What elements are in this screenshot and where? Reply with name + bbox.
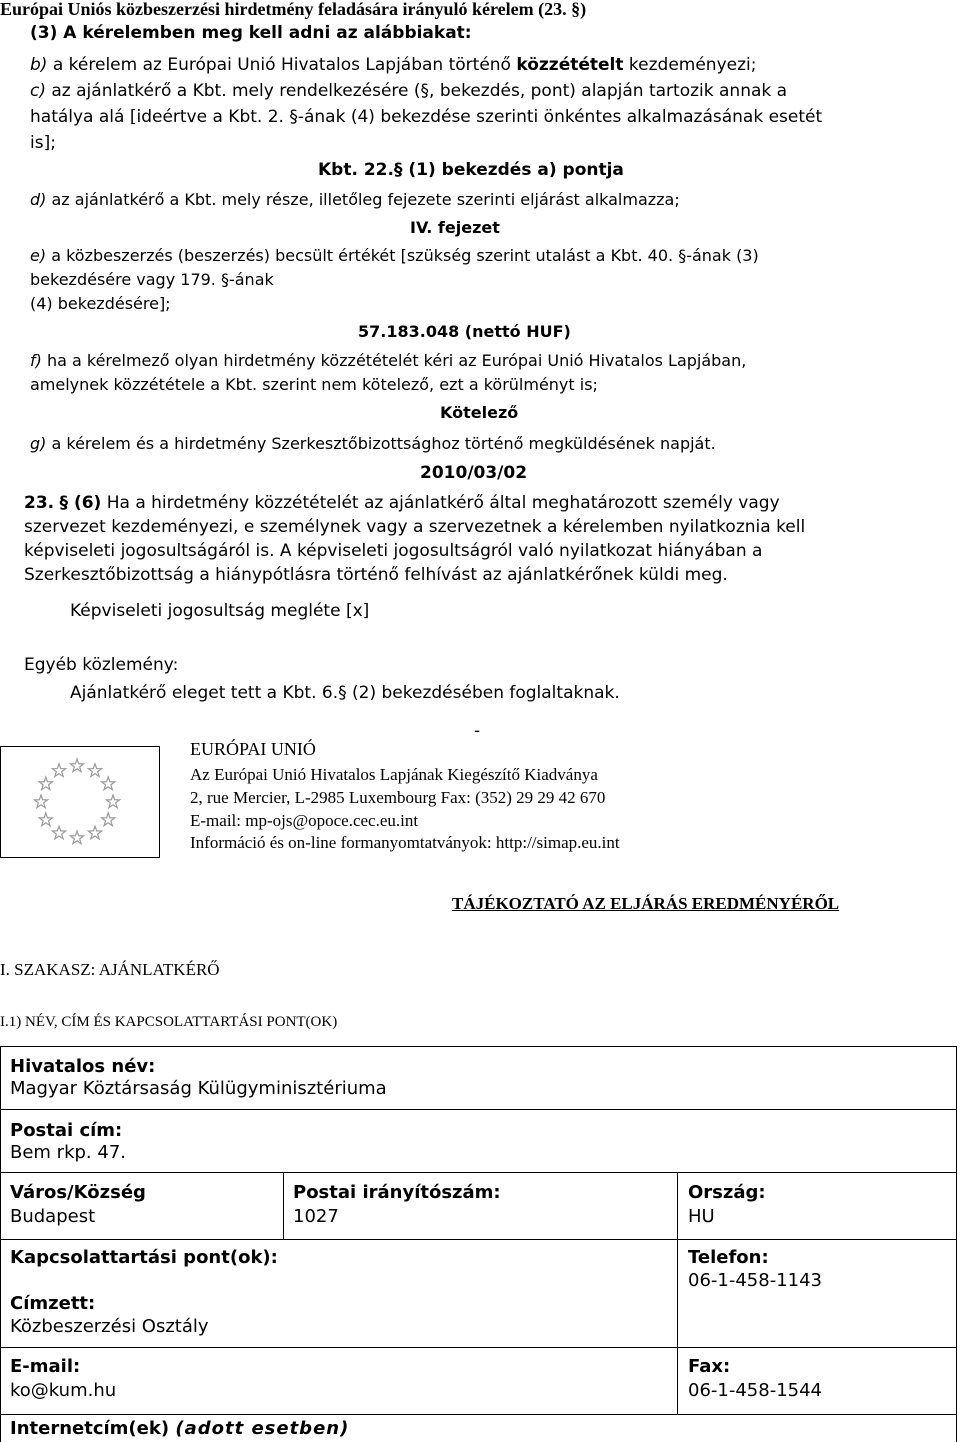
divider: [283, 1172, 284, 1240]
item-d-text: az ajánlatkérő a Kbt. mely része, illetőleg fejezete szerinti eljárást alkalmazza;: [51, 190, 680, 209]
para-23-line1: [24, 492, 780, 514]
star-icon: [52, 826, 65, 839]
email-value: ko@kum.hu: [10, 1380, 117, 1401]
para-23-line3: képviseleti jogosultságáról is. A képviseleti jogosultságról való nyilatkozat hiányában a: [24, 541, 763, 561]
item-f-text: ha a kérelmező olyan hirdetmény közzétételét kéri az Európai Unió Hivatalos Lapjában,: [46, 351, 747, 370]
item-e-line3: (4) bekezdésére];: [30, 294, 171, 313]
item-b-prefix: b): [30, 55, 48, 75]
star-icon: [102, 777, 115, 790]
eu-flag-frame: [0, 746, 160, 858]
star-icon: [52, 764, 65, 777]
para-23-text: Ha a hirdetmény közzétételét az ajánlatkérő által meghatározott személy vagy: [106, 493, 780, 513]
item-c-text: az ajánlatkérő a Kbt. mely rendelkezésére (§, bekezdés, pont) alapján tartozik annak a: [51, 81, 788, 101]
separator-dash: -: [474, 721, 481, 741]
phone-value: 06-1-458-1143: [688, 1270, 823, 1291]
item-c-answer: Kbt. 22.§ (1) bekezdés a) pontja: [318, 160, 624, 180]
request-intro: (3) A kérelemben meg kell adni az alábbiakat:: [30, 23, 472, 43]
item-d-answer: IV. fejezet: [410, 218, 500, 237]
star-icon: [106, 795, 119, 808]
item-g-text: a kérelem és a hirdetmény Szerkesztőbizottsághoz történő megküldésének napját.: [51, 434, 716, 453]
para-23-line4: Szerkesztőbizottság a hiánypótlásra történő felhívást az ajánlatkérőnek küldi meg.: [24, 565, 728, 585]
zip-value: 1027: [293, 1206, 339, 1227]
eu-line2: 2, rue Mercier, L-2985 Luxembourg Fax: (352) 29 29 42 670: [190, 788, 606, 807]
para-23-number: 23.: [24, 493, 55, 513]
para-23-section: § (6): [59, 493, 102, 513]
addressee-value: Közbeszerzési Osztály: [10, 1316, 209, 1337]
eu-org: EURÓPAI UNIÓ: [190, 739, 316, 759]
item-f-line2: amelynek közzététele a Kbt. szerint nem kötelező, ezt a körülményt is;: [30, 375, 598, 394]
item-b: [30, 54, 756, 76]
addressee-label: Címzett:: [10, 1293, 96, 1314]
item-f-line1: [30, 351, 746, 371]
item-d-prefix: d): [30, 190, 47, 209]
item-e-text: a közbeszerzés (beszerzés) becsült értékét [szükség szerint utalást a Kbt. 40. §-ának (3): [51, 246, 759, 265]
web-label: [10, 1418, 349, 1439]
item-g-prefix: g): [30, 434, 47, 453]
country-value: HU: [688, 1206, 715, 1227]
item-c-line1: [30, 80, 787, 102]
postal-value: Bem rkp. 47.: [10, 1142, 126, 1163]
email-label: E-mail:: [10, 1356, 81, 1377]
notice-title: TÁJÉKOZTATÓ AZ ELJÁRÁS EREDMÉNYÉRŐL: [452, 894, 840, 913]
star-icon: [39, 813, 52, 826]
postal-label: Postai cím:: [10, 1120, 123, 1141]
web-hint: (adott esetben): [175, 1418, 350, 1439]
city-label: Város/Község: [10, 1182, 146, 1203]
other-notice-label: Egyéb közlemény:: [24, 655, 179, 675]
contact-point-label: Kapcsolattartási pont(ok):: [10, 1247, 278, 1268]
star-icon: [39, 777, 52, 790]
zip-label: Postai irányítószám:: [293, 1182, 501, 1203]
section-heading: I. SZAKASZ: AJÁNLATKÉRŐ: [0, 960, 220, 979]
web-label-text: Internetcím(ek): [10, 1418, 170, 1439]
phone-label: Telefon:: [688, 1247, 769, 1268]
star-icon: [102, 813, 115, 826]
item-d: [30, 190, 680, 210]
item-f-prefix: f): [30, 351, 42, 370]
item-c-line3: is];: [30, 133, 56, 153]
official-name-value: Magyar Köztársaság Külügyminisztériuma: [10, 1078, 387, 1099]
other-notice-text: Ajánlatkérő eleget tett a Kbt. 6.§ (2) bekezdésében foglaltaknak.: [70, 683, 620, 703]
eu-line1: Az Európai Unió Hivatalos Lapjának Kiegészítő Kiadványa: [190, 765, 598, 784]
eu-line4: Információ és on-line formanyomtatványok: http://simap.eu.int: [190, 833, 620, 852]
item-b-text: a kérelem az Európai Unió Hivatalos Lapjában történő: [52, 55, 511, 75]
item-c-prefix: c): [30, 81, 46, 101]
star-icon: [34, 795, 47, 808]
city-value: Budapest: [10, 1206, 96, 1227]
star-icon: [70, 759, 83, 772]
postal-cell: [0, 1109, 957, 1173]
star-icon: [88, 764, 101, 777]
item-e-answer: 57.183.048 (nettó HUF): [358, 322, 571, 341]
eu-line3: E-mail: mp-ojs@opoce.cec.eu.int: [190, 811, 419, 830]
representation-statement: Képviseleti jogosultság megléte [x]: [70, 601, 370, 621]
eu-flag-icon: [1, 747, 159, 857]
official-name-label: Hivatalos név:: [10, 1056, 156, 1077]
item-c-line2: hatálya alá [ideértve a Kbt. 2. §-ának (4) bekezdése szerinti önkéntes alkalmazásának esetét: [30, 107, 823, 127]
item-b-bold: közzétételt: [516, 55, 624, 75]
item-g-answer: 2010/03/02: [420, 463, 528, 483]
item-b-suffix: kezdeményezi;: [628, 55, 757, 75]
item-f-answer: Kötelező: [440, 403, 519, 422]
document-title: Európai Uniós közbeszerzési hirdetmény feladására irányuló kérelem (23. §): [0, 0, 587, 19]
para-23-line2: szervezet kezdeményezi, e személynek vagy a szervezetnek a kérelemben nyilatkoznia kell: [24, 517, 806, 537]
fax-label: Fax:: [688, 1356, 731, 1377]
star-icon: [70, 831, 83, 844]
divider: [0, 1347, 957, 1348]
item-e-prefix: e): [30, 246, 47, 265]
country-label: Ország:: [688, 1182, 766, 1203]
star-icon: [88, 826, 101, 839]
subsection-heading: I.1) NÉV, CÍM ÉS KAPCSOLATTARTÁSI PONT(OK): [0, 1014, 338, 1030]
divider: [677, 1239, 678, 1415]
item-e-line2: bekezdésére vagy 179. §-ának: [30, 270, 274, 289]
fax-value: 06-1-458-1544: [688, 1380, 823, 1401]
divider: [677, 1172, 678, 1240]
item-e-line1: [30, 246, 759, 266]
item-g: [30, 434, 716, 454]
